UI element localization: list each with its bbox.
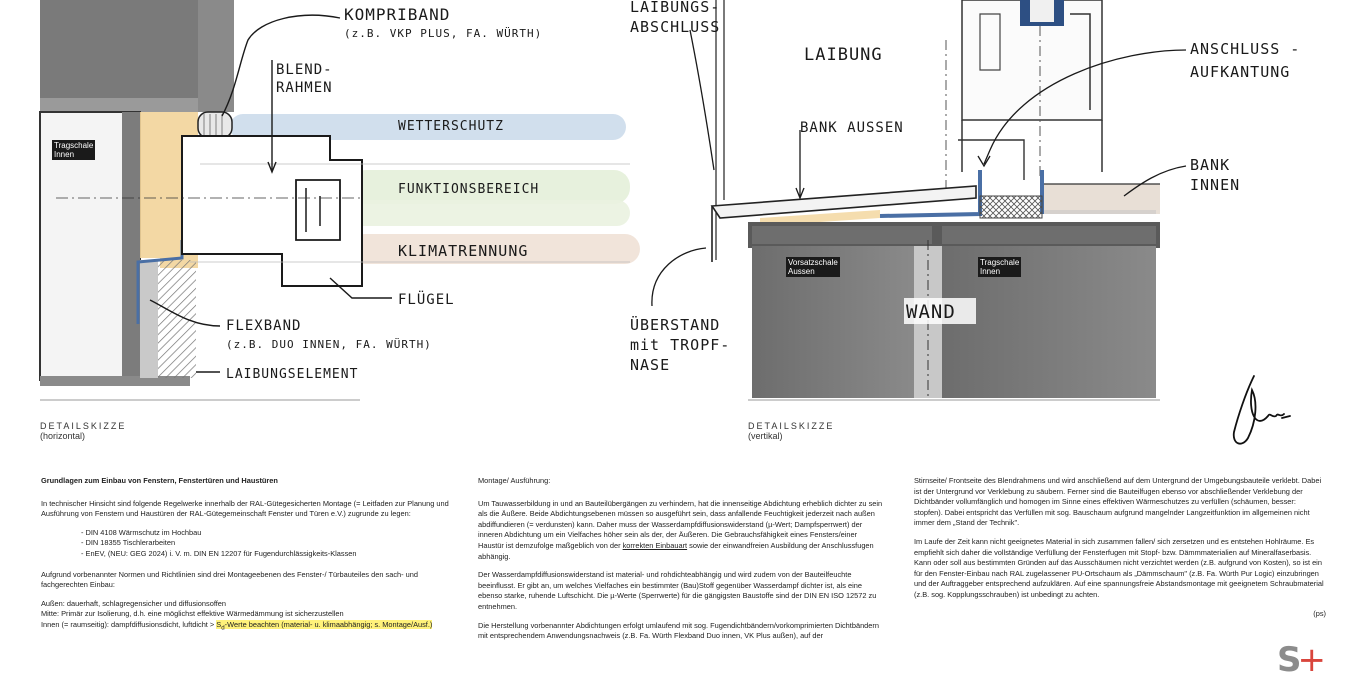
- label-flexband: FLEXBAND: [226, 318, 302, 334]
- text-column-2: [478, 476, 884, 650]
- col1-p1: In technischer Hinsicht sind folgende Regelwerke innerhalb der RAL-Gütegesicherten Montage (= Leitfaden zur Planung und Ausführung von Fenstern und Haustüren der RAL-Gütegemeinschaft Fenster und Türen e.V.) zugrunde zu legen:: [41, 498, 449, 519]
- label-fluegel: FLÜGEL: [398, 292, 455, 308]
- label-klimatrennung: KLIMATRENNUNG: [398, 242, 529, 260]
- vorsatzschale-line2: Aussen: [788, 267, 815, 276]
- brand-logo: [1277, 640, 1322, 680]
- label-laibung: LAIBUNG: [804, 45, 883, 65]
- signature: [1228, 372, 1298, 452]
- right-detail: [630, 0, 1300, 400]
- level-aussen: Außen: dauerhaft, schlagregensicher und diffusionsoffen: [41, 598, 227, 608]
- list-item: - DIN 4108 Wärmschutz im Hochbau: [81, 527, 202, 537]
- leader-laibungsabschluss: [690, 30, 714, 170]
- caption-vertikal-title: DETAILSKIZZE: [748, 421, 835, 431]
- label-bank-aussen: BANK AUSSEN: [800, 120, 904, 136]
- label-laibungsabschluss-2: ABSCHLUSS: [630, 18, 721, 36]
- sd-s: S: [216, 619, 222, 629]
- caption-vertikal-sub: (vertikal): [748, 431, 783, 441]
- tragschale-left-line1: Tragschale: [54, 141, 94, 150]
- label-ueberstand-1: ÜBERSTAND: [630, 316, 721, 334]
- col3-p2: Im Laufe der Zeit kann nicht geeignetes Material in sich zusammen fallen/ sich zersetzen und es entstehen Hohlräume. Es empfiehlt sich daher die vollständige Verfüllung der Fensterfugen mit Stopf- bzw. Dämmmaterialien auf Mineralfaserbasis. Kann oder soll aus bestimmten Gründen auf das Ausschäumen nicht verzichtet werden (z.B. aufgrund von Kosten), so ist ein für den Fenster-Einbau nach RAL zugelassener PU-Ortschaum als „Dämmschaum" (z.B. Fa. Würth Pur Logic) einzubringen und der Auftraggeber entsprechend aufzuklären. Auf eine spannungsfreie Abstandsmontage mit geeignetem Schraubmaterial (z.B. sog. Kopplungsschrauben) ist unbedingt zu achten.: [914, 536, 1324, 599]
- label-ueberstand-3: NASE: [630, 356, 671, 374]
- brand-s: S: [1277, 640, 1298, 680]
- label-anschluss-2: AUFKANTUNG: [1190, 63, 1291, 81]
- caption-horizontal: [40, 421, 126, 441]
- label-tragschale-left: [52, 140, 95, 160]
- bank-innen: [1044, 184, 1160, 214]
- label-anschluss-1: ANSCHLUSS -: [1190, 40, 1301, 58]
- label-bank-innen-2: INNEN: [1190, 176, 1241, 194]
- tragschale-right-line1: Tragschale: [980, 258, 1020, 267]
- col1-levels: [41, 599, 453, 634]
- col1-list: [81, 528, 453, 560]
- tragschale-left-line2: Innen: [54, 150, 75, 159]
- link-korrekten-einbauart[interactable]: korrekten Einbauart: [622, 540, 688, 550]
- label-blendrahmen-2: RAHMEN: [276, 80, 333, 96]
- label-flexband-note: (z.B. DUO INNEN, FA. WÜRTH): [226, 338, 432, 351]
- sd-highlight: [216, 619, 433, 632]
- label-ueberstand-2: mit TROPF-: [630, 336, 731, 354]
- caption-vertikal: [748, 421, 834, 441]
- label-kompriband: KOMPRIBAND: [344, 5, 451, 24]
- label-laibungsabschluss-1: LAIBUNGS-: [630, 0, 721, 16]
- label-wetterschutz: WETTERSCHUTZ: [398, 119, 504, 134]
- tragschale-right-line2: Innen: [980, 267, 1001, 276]
- col2-p1: [478, 499, 884, 563]
- label-laibungselement: LAIBUNGSELEMENT: [226, 367, 359, 382]
- col2-heading: Montage/ Ausführung:: [478, 476, 551, 485]
- level-innen: [41, 620, 453, 634]
- label-bank-innen-1: BANK: [1190, 156, 1231, 174]
- col2-p2: Der Wasserdampfdiffusionswiderstand ist material- und rohdichteabhängig und wird zudem von der Bauteilfeuchte beeinflusst. Er gibt an, um welches Vielfaches ein bestimmter (Bau)Stoff gegenüber Wasserdampf dichter ist, als eine ebenso starke, ruhende Luftschicht. Die µ-Werte (Sperrwerte) für die gängigsten Baustoffe sind der DIN EN ISO 12572 zu entnehmen.: [478, 570, 877, 611]
- level-mitte: Mitte: Primär zur Isolierung, d.h. eine möglichst effektive Wärmedämmung ist sicherzustellen: [41, 609, 344, 619]
- caption-horizontal-sub: (horizontal): [40, 431, 86, 441]
- caption-horizontal-title: DETAILSKIZZE: [40, 421, 127, 431]
- text-column-1: [41, 476, 453, 634]
- kompriband-shape: [198, 112, 232, 138]
- col3-p1: Stirnseite/ Frontseite des Blendrahmens und wird anschließend auf dem Untergrund der Umgebungsbauteile verklebt. Dabei ist der Untergrund vor Verklebung zu säubern. Ferner sind die Bauteilfugen ebenso vor abschließender Verklebung der Dichtbänder vollumfänglich und homogen im Sinne eines effektiven Wärmeschutzes zu verfüllen (schäumen, besser: stopfen). Dabei entspricht das Verfüllen mit sog. Bauschaum aufgrund mangelnder Langzeitfunktion im allgemeinen nicht immer dem „Stand der Technik".: [914, 476, 1322, 528]
- sd-sub: d: [221, 624, 225, 632]
- col3-author: (ps): [1313, 608, 1326, 618]
- left-detail: [40, 0, 640, 400]
- col2-p1-text: Um Tauwasserbildung in und an Bauteilübergängen zu verhindern, hat die innenseitige Abdichtung erheblich dichter zu sein als die Äußere. Beide Abdichtungsebenen müssen so ausgeführt sein, dass anfallende Feuchtigkeit jederzeit nach außen abdiffundieren (= verdunsten) kann. Daher muss der Wasserdampfdiffusionswiderstand (µ-Wert; Dampfsperrwert) der inneren Abdichtung um ein Vielfaches höher sein als der, der Äußeren. Die Gebrauchsfähigkeit eines Fensters/einer Haustür ist demzufolge maßgeblich von der: [478, 498, 883, 550]
- label-tragschale-right: [978, 257, 1021, 277]
- wall-top: [40, 0, 198, 98]
- vorsatzschale-line1: Vorsatzschale: [788, 258, 838, 267]
- col1-p2: Aufgrund vorbenannter Normen und Richtlinien sind drei Montageebenen des Fenster-/ Türbauteiles den sach- und fachgerechten Einbau:: [41, 569, 419, 590]
- text-column-3: [914, 476, 1326, 619]
- label-wand: WAND: [906, 301, 956, 323]
- label-vorsatzschale: [786, 257, 840, 277]
- brand-plus: +: [1297, 640, 1322, 680]
- sill-insulation: [980, 196, 1042, 218]
- label-kompriband-note: (z.B. VKP PLUS, FA. WÜRTH): [344, 27, 543, 40]
- col2-p3: Die Herstellung vorbenannter Abdichtungen erfolgt umlaufend mit sog. Fugendichtbändern/vorkomprimierten Dichtbändern mit entsprechendem Anwendungsnachweis (z.B. Fa. Würth Flexband Duo innen, VK Plus außen), auf der: [478, 620, 879, 641]
- leader-ueberstand: [652, 248, 706, 306]
- list-item: - EnEV, (NEU: GEG 2024) i. V. m. DIN EN 12207 für Fugendurchlässigkeits-Klassen: [81, 548, 357, 558]
- col2-p1-end: sowie der einwandfreien Ausbildung der Anschlussfugen abhängig.: [478, 540, 874, 561]
- col1-heading: Grundlagen zum Einbau von Fenstern, Fenstertüren und Haustüren: [41, 476, 278, 485]
- list-item: - DIN 18355 Tischlerarbeiten: [81, 538, 176, 548]
- label-funktionsbereich: FUNKTIONSBEREICH: [398, 182, 540, 197]
- label-blendrahmen-1: BLEND-: [276, 62, 333, 78]
- laibungselement-hatch: [158, 260, 196, 378]
- sd-rest: -Werte beachten (material- u. klimaabhängig; s. Montage/Ausf.): [224, 619, 433, 629]
- level-innen-text: Innen (= raumseitig): dampfdiffusionsdicht, luftdicht >: [41, 619, 217, 629]
